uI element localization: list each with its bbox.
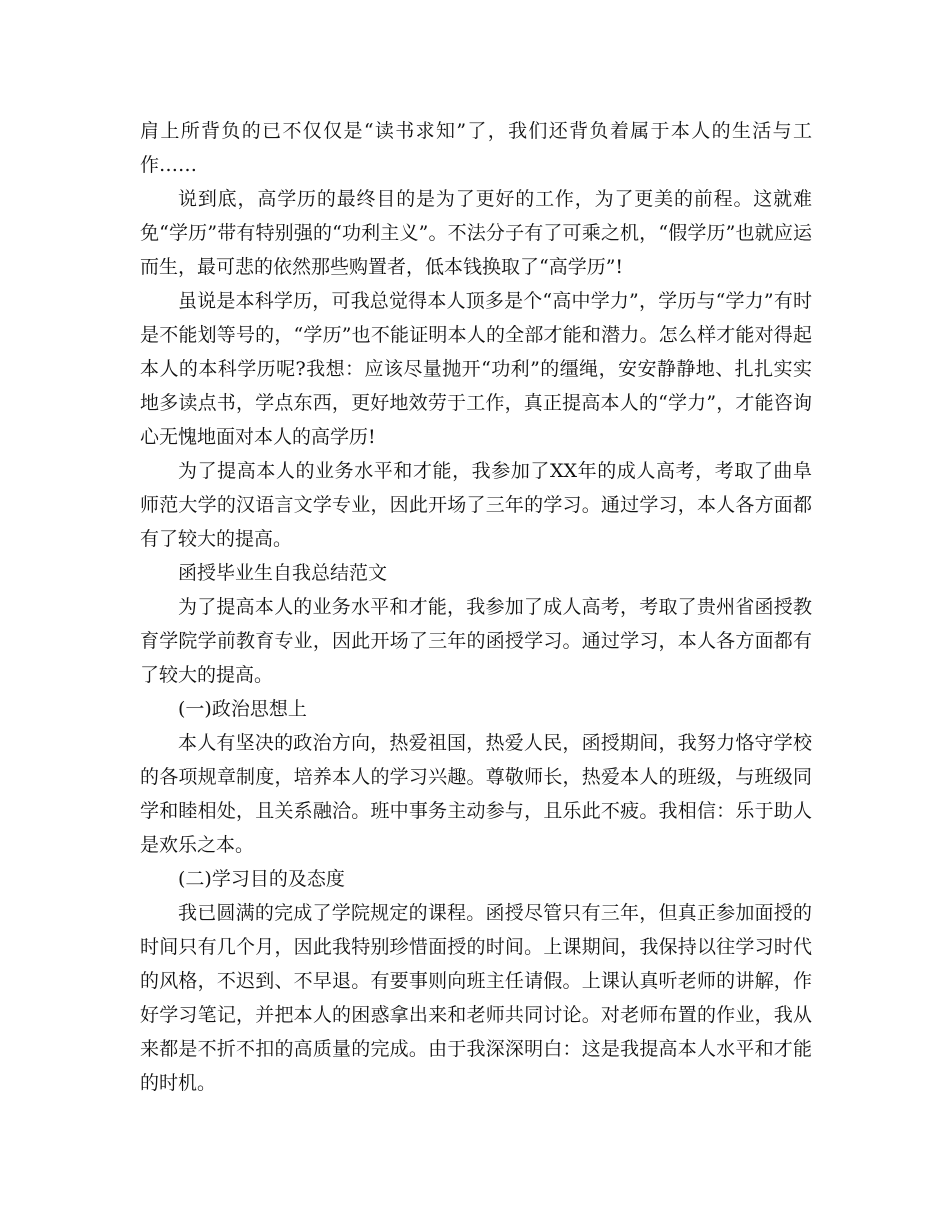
paragraph: 为了提高本人的业务水平和才能，我参加了成人高考，考取了贵州省函授教育学院学前教育专业，因此开场了三年的函授学习。通过学习，本人各方面都有了较大的提高。 <box>140 596 812 686</box>
subsection-heading: (一)政治思想上 <box>178 698 307 720</box>
paragraph: 为了提高本人的业务水平和才能，我参加了XX年的成人高考，考取了曲阜师范大学的汉语言文学专业，因此开场了三年的学习。通过学习，本人各方面都有了较大的提高。 <box>140 460 812 550</box>
paragraph: 虽说是本科学历，可我总觉得本人顶多是个“高中学力”，学历与“学力”有时是不能划等号的，“学历”也不能证明本人的全部才能和潜力。怎么样才能对得起本人的本科学历呢?我想：应该尽量抛开“功利”的缰绳，安安静静地、扎扎实实地多读点书，学点东西，更好地效劳于工作，真正提高本人的“学力”，才能咨询心无愧地面对本人的高学历! <box>140 290 812 448</box>
paragraph: 本人有坚决的政治方向，热爱祖国，热爱人民，函授期间，我努力恪守学校的各项规章制度，培养本人的学习兴趣。尊敬师长，热爱本人的班级，与班级同学和睦相处，且关系融洽。班中事务主动参与，且乐此不疲。我相信：乐于助人是欢乐之本。 <box>140 732 812 856</box>
section-heading: 函授毕业生自我总结范文 <box>178 562 388 584</box>
paragraph: 说到底，高学历的最终目的是为了更好的工作，为了更美的前程。这就难免“学历”带有特别强的“功利主义”。不法分子有了可乘之机，“假学历”也就应运而生，最可悲的依然那些购置者，低本钱换取了“高学历”! <box>140 188 812 278</box>
paragraph-continued: 肩上所背负的已不仅仅是“读书求知”了，我们还背负着属于本人的生活与工作…… <box>140 120 812 176</box>
document-body <box>140 114 812 1100</box>
paragraph: 我已圆满的完成了学院规定的课程。函授尽管只有三年，但真正参加面授的时间只有几个月，因此我特别珍惜面授的时间。上课期间，我保持以往学习时代的风格，不迟到、不早退。有要事则向班主任请假。上课认真听老师的讲解，作好学习笔记，并把本人的困惑拿出来和老师共同讨论。对老师布置的作业，我从来都是不折不扣的高质量的完成。由于我深深明白：这是我提高本人水平和才能的时机。 <box>140 902 812 1094</box>
subsection-heading: (二)学习目的及态度 <box>178 868 345 890</box>
